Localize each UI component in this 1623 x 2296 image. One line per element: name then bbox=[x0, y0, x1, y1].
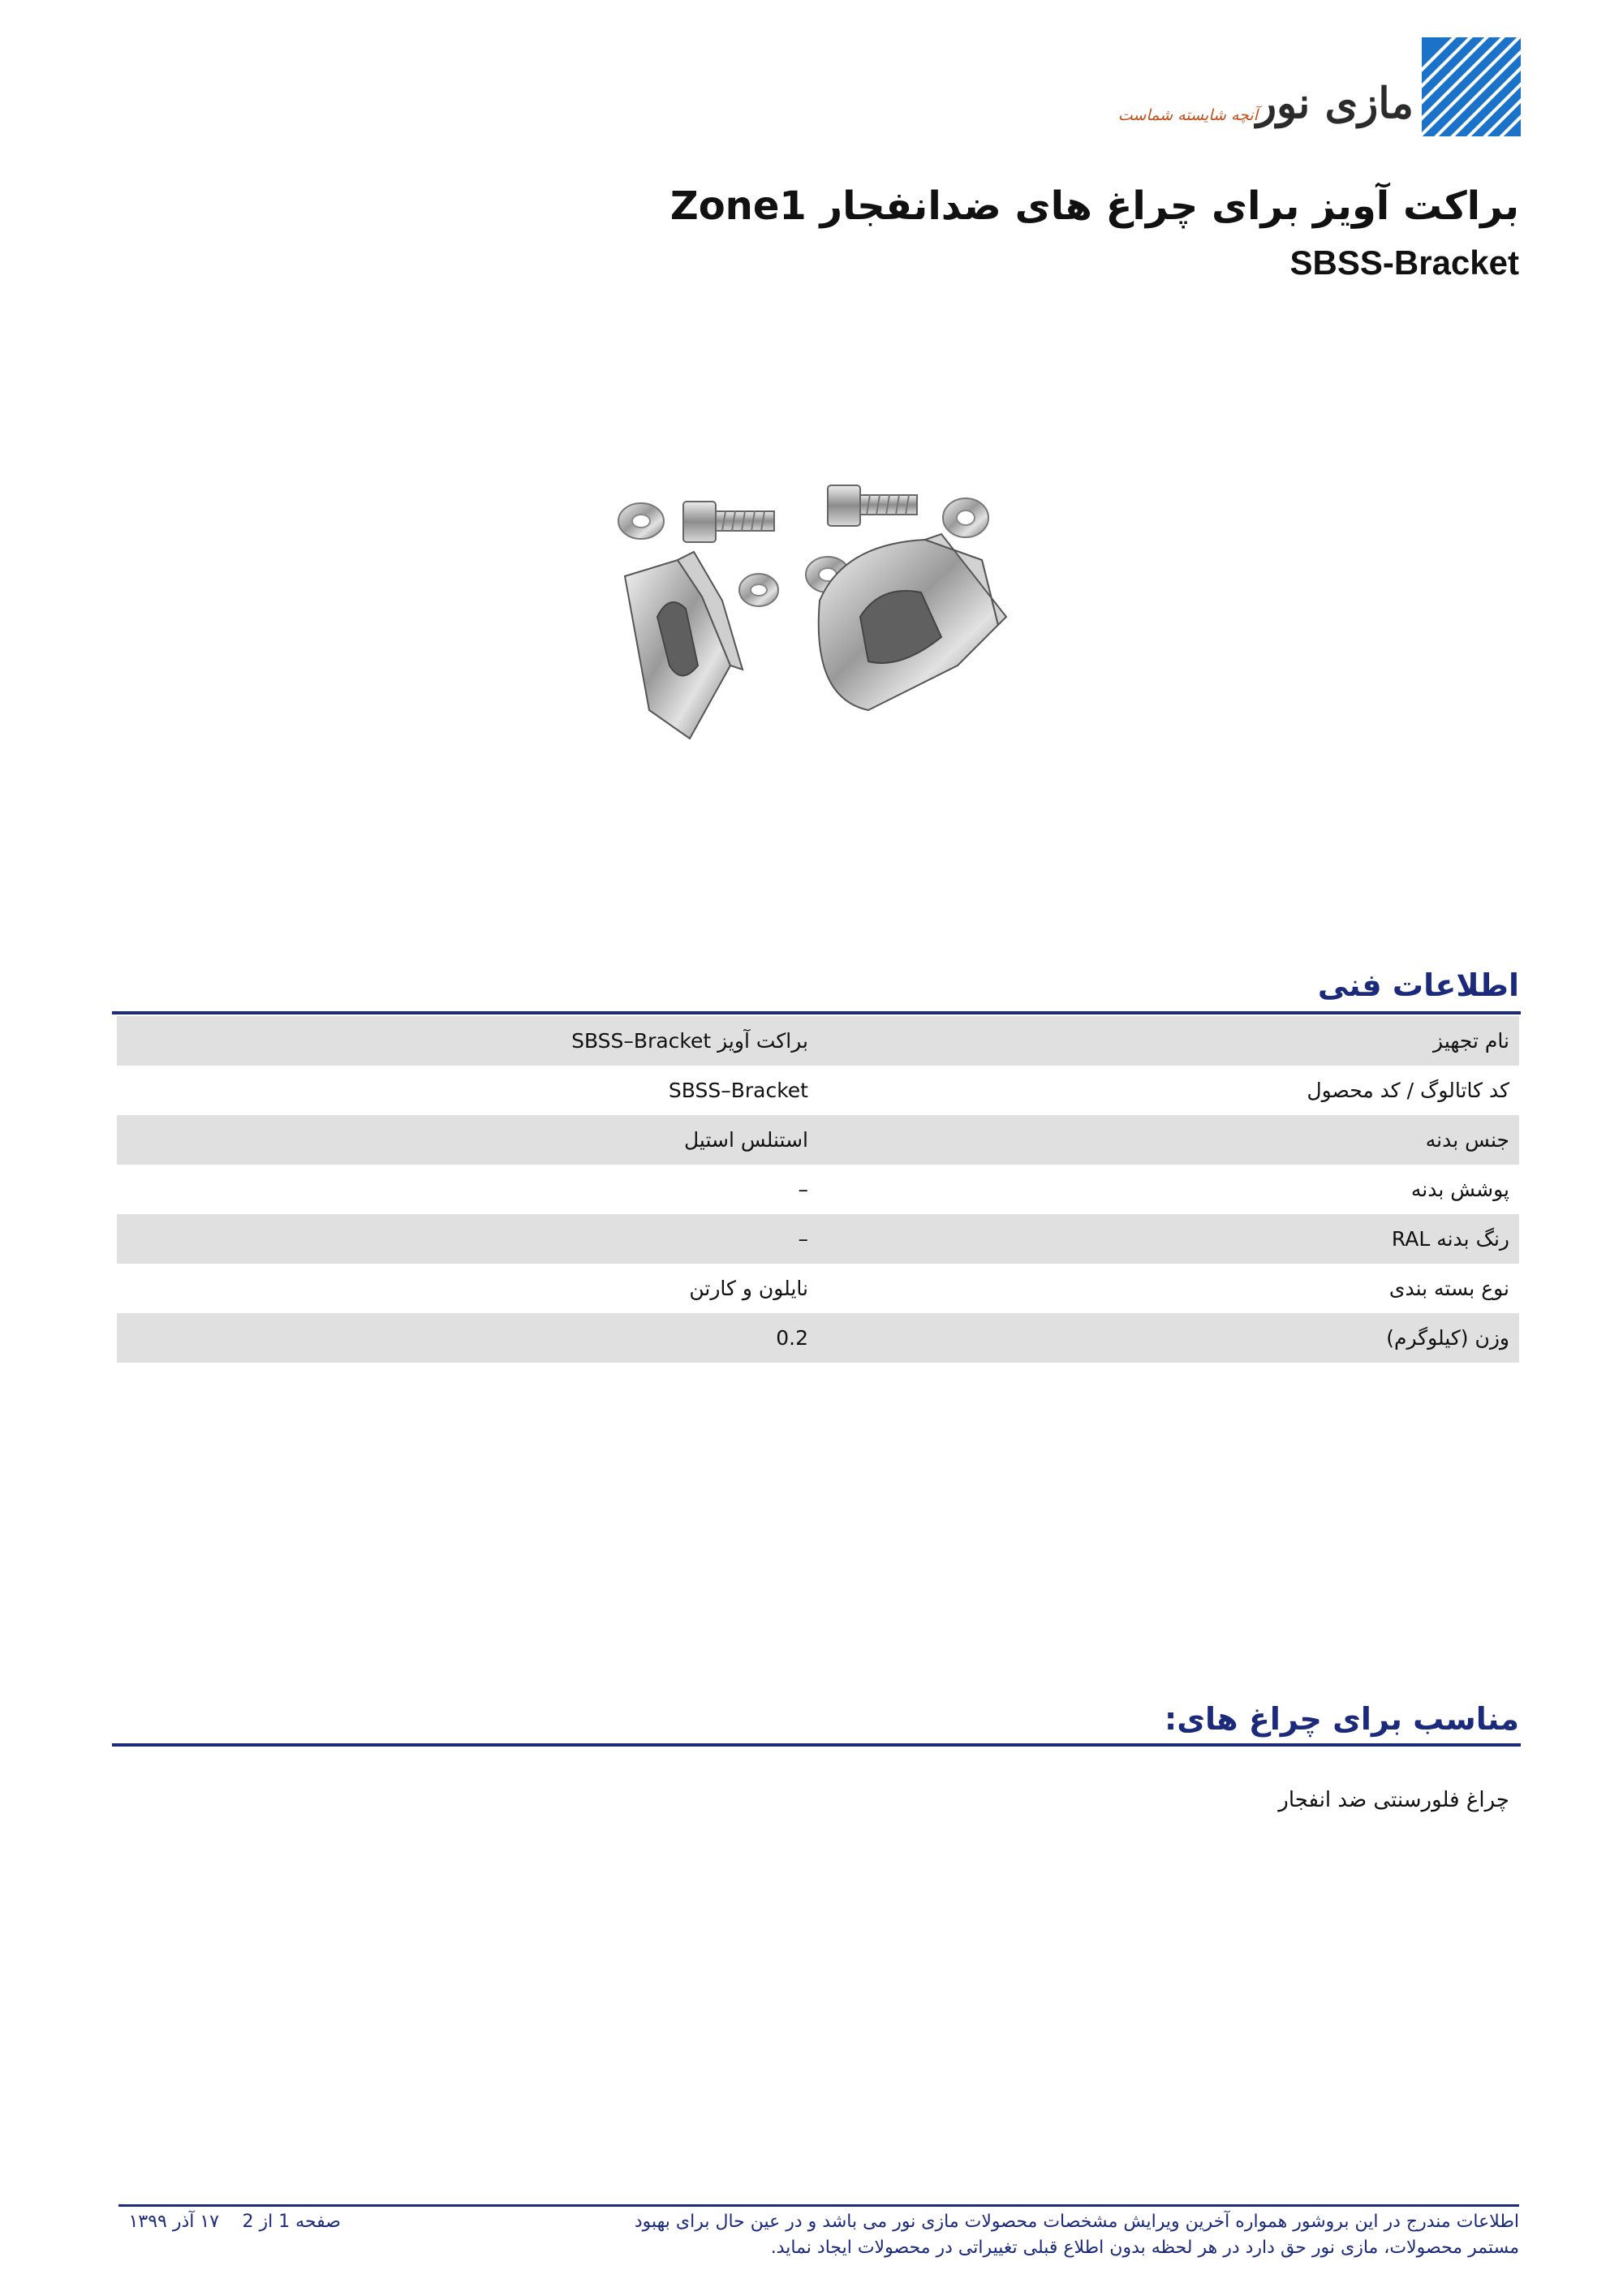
spec-value: 0.2 bbox=[776, 1326, 808, 1350]
brand-slogan: آنچه شایسته شماست bbox=[1117, 106, 1258, 124]
product-code-title: SBSS-Bracket bbox=[1289, 243, 1519, 282]
footer-date: ۱۷ آذر ۱۳۹۹ bbox=[128, 2212, 219, 2232]
page-title: براکت آویز برای چراغ های ضدانفجار Zone1 bbox=[669, 183, 1519, 229]
spec-key: رنگ بدنه RAL bbox=[1391, 1227, 1509, 1251]
spec-value: – bbox=[798, 1227, 808, 1251]
spec-row bbox=[117, 1115, 1519, 1165]
product-photo bbox=[601, 463, 1022, 755]
washer-icon bbox=[618, 503, 664, 539]
suitable-item: چراغ فلورسنتی ضد انفجار bbox=[1278, 1788, 1509, 1812]
suitable-for-divider bbox=[112, 1743, 1521, 1747]
bracket-clip-icon bbox=[819, 534, 1006, 710]
brand-logo-mark bbox=[1422, 37, 1521, 136]
bolt-icon bbox=[683, 502, 774, 542]
spec-value: – bbox=[798, 1178, 808, 1201]
bolt-icon bbox=[828, 485, 917, 526]
suitable-for-heading: مناسب برای چراغ های: bbox=[1165, 1701, 1519, 1737]
spec-key: نوع بسته بندی bbox=[1388, 1277, 1509, 1300]
spec-value: براکت آویز SBSS–Bracket bbox=[571, 1029, 808, 1053]
spec-row bbox=[117, 1214, 1519, 1264]
spec-row bbox=[117, 1016, 1519, 1066]
spec-key: پوشش بدنه bbox=[1410, 1178, 1509, 1201]
footer-divider bbox=[118, 2204, 1519, 2207]
washer-icon bbox=[943, 498, 988, 537]
bracket-clip-icon bbox=[625, 552, 743, 739]
spec-value: استنلس استیل bbox=[684, 1128, 808, 1152]
spec-key: نام تجهیز bbox=[1433, 1029, 1509, 1053]
logo-stripes-icon bbox=[1422, 37, 1521, 136]
spec-row bbox=[117, 1165, 1519, 1214]
spec-value: SBSS–Bracket bbox=[668, 1079, 808, 1102]
spec-key: جنس بدنه bbox=[1425, 1128, 1509, 1152]
spec-key: کد کاتالوگ / کد محصول bbox=[1307, 1079, 1509, 1102]
spec-row bbox=[117, 1264, 1519, 1313]
brand-name: مازی نور bbox=[1255, 79, 1414, 128]
spec-table bbox=[117, 1016, 1519, 1363]
spec-key: وزن (کیلوگرم) bbox=[1386, 1326, 1509, 1350]
washer-icon bbox=[739, 574, 778, 606]
tech-info-divider bbox=[112, 1011, 1521, 1014]
spec-row bbox=[117, 1066, 1519, 1115]
footer-disclaimer: اطلاعات مندرج در این بروشور همواره آخرین ویرایش مشخصات محصولات مازی نور می باشد و در عین حال برای بهبود مستمر محصولات، مازی نور حق دارد در هر لحظه بدون اطلاع قبلی تغییراتی در محصولات ایجاد نماید. bbox=[634, 2212, 1519, 2258]
tech-info-heading: اطلاعات فنی bbox=[1317, 967, 1519, 1003]
spec-value: نایلون و کارتن bbox=[689, 1277, 808, 1300]
spec-row bbox=[117, 1313, 1519, 1363]
page-number: صفحه 1 از 2 bbox=[242, 2212, 341, 2232]
